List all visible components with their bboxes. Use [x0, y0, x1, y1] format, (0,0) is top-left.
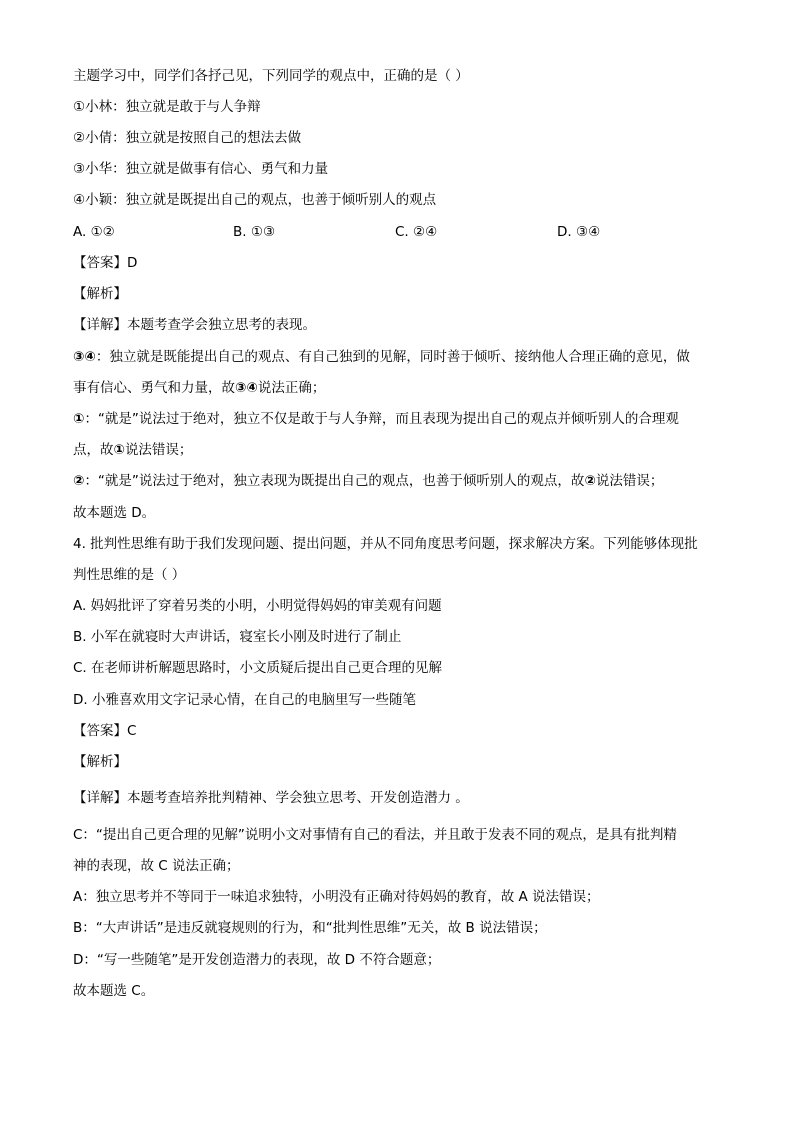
- explain-text: ：“就是”说法过于绝对，独立不仅是敢于与人争辩，而且表现为提出自己的观点并倾听别人的合理观: [84, 411, 679, 427]
- explain-text: 说法错误；: [124, 442, 193, 458]
- q3-view-3: ③小华：独立就是做事有信心、勇气和力量: [73, 161, 329, 177]
- q3-explain-2-line-2: [73, 441, 192, 459]
- q4-option-d: D. 小雅喜欢用文字记录心情，在自己的电脑里写一些随笔: [73, 692, 416, 708]
- q4-option-a: A. 妈妈批评了穿着另类的小明，小明觉得妈妈的审美观有问题: [73, 598, 442, 614]
- q4-explain-c-line-1: C：“提出自己更合理的见解”说明小文对事情有自己的看法，并且敢于发表不同的观点，是具有批判精: [73, 827, 677, 843]
- explain-text: 说法正确；: [257, 380, 326, 396]
- q4-explain-b: B：“大声讲话”是违反就寝规则的行为，和“批判性思维”无关，故 B 说法错误；: [73, 920, 547, 936]
- q3-option-a: A. ①②: [73, 224, 115, 240]
- explain-text: 点，故: [73, 442, 114, 458]
- explain-text: ：独立就是既能提出自己的观点、有自己独到的见解，同时善于倾听、接纳他人合理正确的意见，做: [95, 349, 690, 365]
- q4-option-b: B. 小军在就寝时大声讲话，寝室长小刚及时进行了制止: [73, 629, 402, 645]
- q4-explain-a: A：独立思考并不等同于一味追求独特，小明没有正确对待妈妈的教育，故 A 说法错误；: [73, 889, 600, 905]
- q3-option-b: B. ①③: [233, 224, 276, 240]
- q3-explain-1-line-2: [73, 379, 325, 397]
- q4-stem-line-2: 判性思维的是（ ）: [73, 567, 186, 583]
- q4-stem-line-1: 4. 批判性思维有助于我们发现问题、提出问题，并从不同角度思考问题，探求解决方案。下列能够体现批: [73, 536, 698, 552]
- q4-option-c: C. 在老师讲析解题思路时，小文质疑后提出自己更合理的见解: [73, 660, 443, 676]
- detail-label: 【详解】: [73, 317, 127, 333]
- answer-value: D: [127, 255, 138, 271]
- q3-answer-line: [73, 254, 137, 272]
- explain-text: ：“就是”说法过于绝对，独立表现为既提出自己的观点，也善于倾听别人的观点，故: [84, 473, 585, 489]
- q3-view-4: ④小颖：独立就是既提出自己的观点，也善于倾听别人的观点: [73, 192, 437, 208]
- q4-explain-c-line-2: 神的表现，故 C 说法正确；: [73, 858, 240, 874]
- q3-option-c: C. ②④: [395, 224, 438, 240]
- q3-stem: 主题学习中，同学们各抒己见，下列同学的观点中，正确的是（ ）: [73, 68, 469, 84]
- detail-text: 本题考查学会独立思考的表现。: [127, 317, 316, 333]
- q3-explain-2-line-1: [73, 410, 679, 428]
- answer-label: 【答案】: [73, 723, 127, 739]
- q4-answer-line: [73, 722, 136, 740]
- q4-detail-line: [73, 789, 469, 807]
- explain-num: ②: [73, 473, 85, 489]
- explain-num: ①: [113, 442, 125, 458]
- explain-num: ②: [584, 473, 596, 489]
- answer-value: C: [127, 723, 137, 739]
- q3-view-2: ②小倩：独立就是按照自己的想法去做: [73, 130, 302, 146]
- q4-explain-d: D：“写一些随笔”是开发创造潜力的表现，故 D 不符合题意；: [73, 952, 441, 968]
- q4-analysis-label: 【解析】: [73, 754, 127, 770]
- explain-num: ③④: [235, 380, 258, 396]
- detail-label: 【详解】: [73, 790, 127, 806]
- q4-conclusion: 故本题选 C。: [73, 983, 155, 999]
- explain-num: ③④: [73, 349, 96, 365]
- explain-text: 事有信心、勇气和力量，故: [73, 380, 235, 396]
- q3-option-d: D. ③④: [557, 224, 601, 240]
- q3-detail-line: [73, 316, 316, 334]
- explain-num: ①: [73, 411, 85, 427]
- q3-explain-1-line-1: [73, 348, 690, 366]
- explain-text: 说法错误；: [595, 473, 664, 489]
- detail-text: 本题考查培养批判精神、学会独立思考、开发创造潜力 。: [127, 790, 469, 806]
- answer-label: 【答案】: [73, 255, 127, 271]
- q3-view-1: ①小林：独立就是敢于与人争辩: [73, 99, 261, 115]
- q3-explain-3-line-1: [73, 472, 663, 490]
- q3-analysis-label: 【解析】: [73, 286, 127, 302]
- q3-conclusion: 故本题选 D。: [73, 505, 156, 521]
